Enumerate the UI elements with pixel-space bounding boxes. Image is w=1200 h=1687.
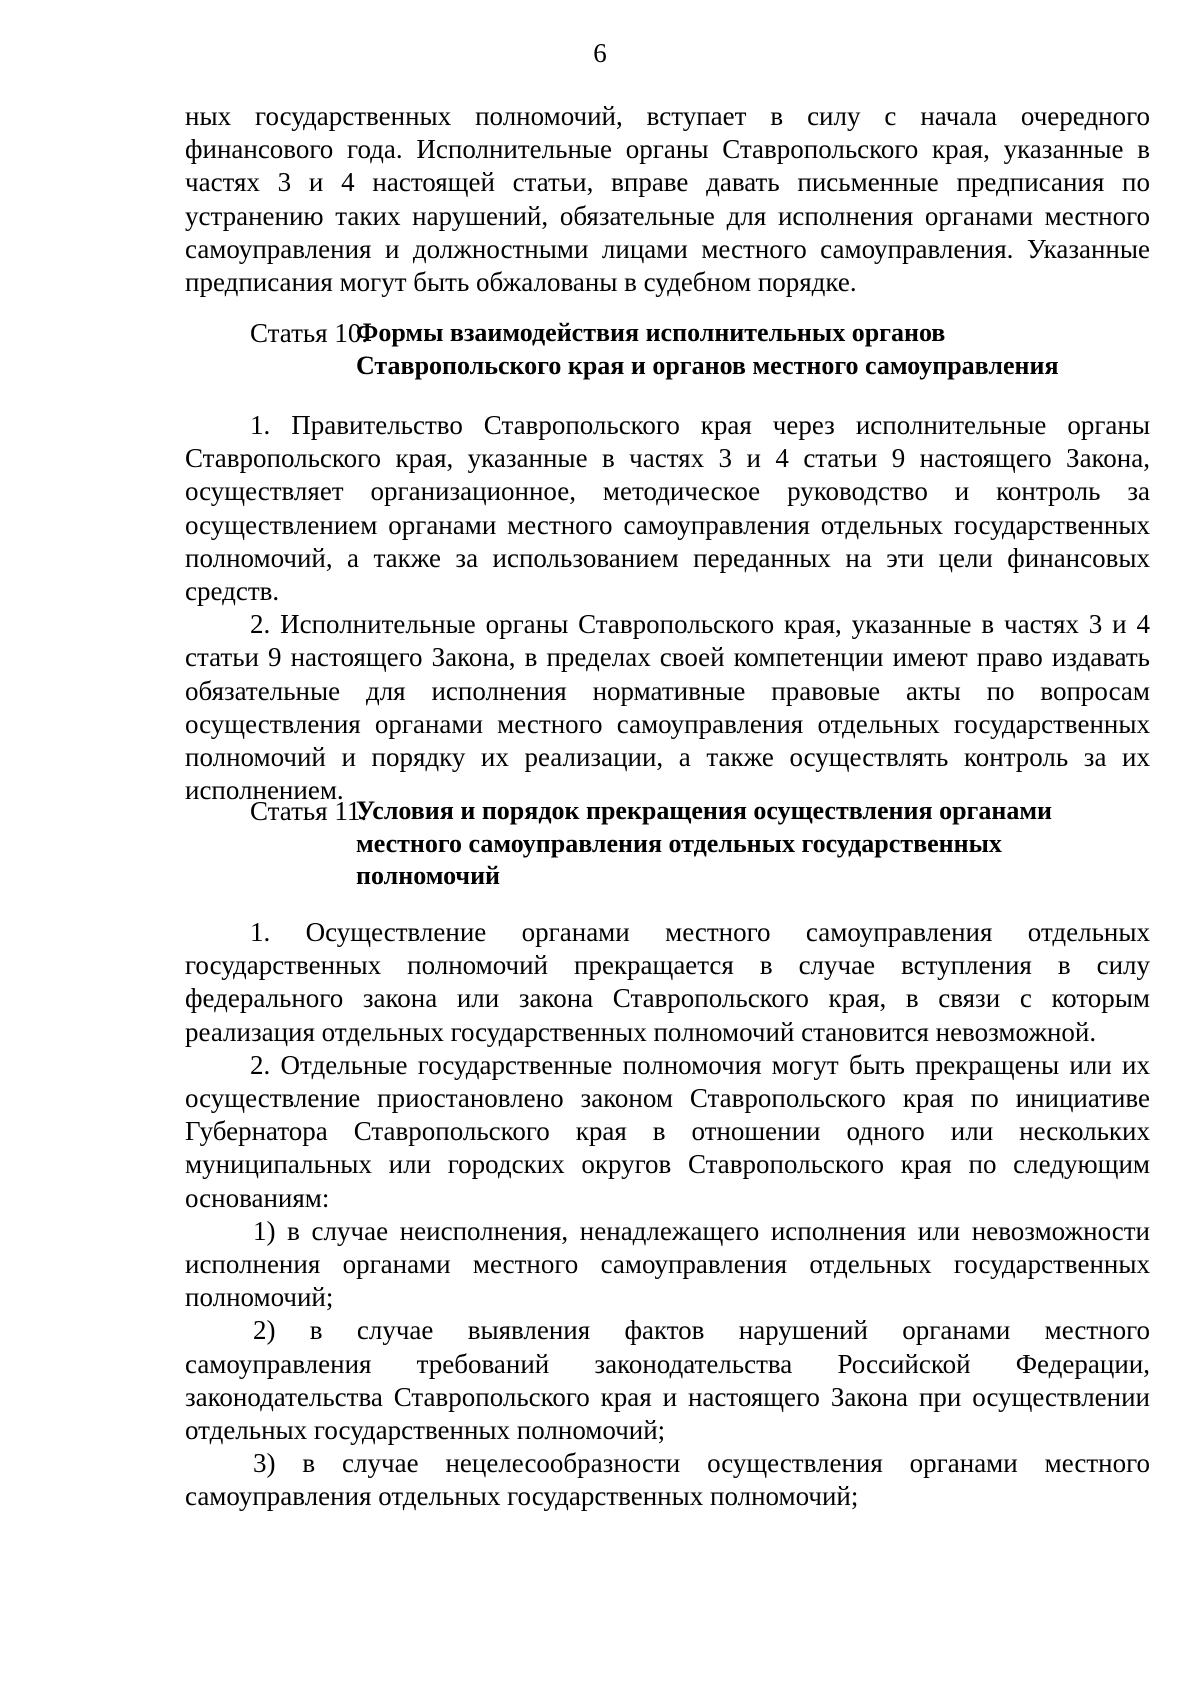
article-11-item-1: 1) в случае неисполнения, ненадлежащего исполнения или невозможности исполнения органами местного самоуправления отдельных государственных полномочий; bbox=[185, 1215, 1150, 1313]
article-10-paragraph-1: 1. Правительство Ставропольского края через исполнительные органы Ставропольского края, указанные в частях 3 и 4 статьи 9 настоящего Закона, осуществляет организационное, методическое руководство и контроль за осуществлением органами местного самоуправления отдельных государственных полномочий, а также за использованием переданных на эти цели финансовых средств. bbox=[185, 410, 1150, 607]
intro-section bbox=[185, 100, 1150, 299]
article-11-paragraph-2: 2. Отдельные государственные полномочия могут быть прекращены или их осуществление приостановлено законом Ставропольского края по инициативе Губернатора Ставропольского края в отношении одного или нескольких муниципальных или городских округов Ставропольского края по следующим основаниям: bbox=[185, 1049, 1150, 1213]
article-11-item-2: 2) в случае выявления фактов нарушений органами местного самоуправления требований законодательства Российской Федерации, законодательства Ставропольского края и настоящего Закона при осуществлении отдельных государственных полномочий; bbox=[185, 1315, 1150, 1446]
article-10-title: Формы взаимодействия исполнительных органов Ставропольского края и органов местного самоуправления bbox=[356, 318, 1059, 380]
article-11-body bbox=[185, 916, 1150, 1514]
article-10-paragraph-2: 2. Исполнительные органы Ставропольского края, указанные в частях 3 и 4 статьи 9 настоящего Закона, в пределах своей компетенции имеют право издавать обязательные для исполнения нормативные правовые акты по вопросам осуществления органами местного самоуправления отдельных государственных полномочий и порядку их реализации, а также осуществлять контроль за их исполнением. bbox=[185, 609, 1150, 806]
page-number: 6 bbox=[593, 38, 607, 68]
article-11-paragraph-1: 1. Осуществление органами местного самоуправления отдельных государственных полномочий прекращается в случае вступления в силу федерального закона или закона Ставропольского края, в связи с которым реализация отдельных государственных полномочий становится невозможной. bbox=[185, 917, 1150, 1047]
article-10-prefix: Статья 10. bbox=[250, 318, 369, 348]
intro-paragraph: ных государственных полномочий, вступает в силу с начала очередного финансового года. Исполнительные органы Ставропольского края, указанные в частях 3 и 4 настоящей статьи, вправе давать письменные предписания по устранению таких нарушений, обязательные для исполнения органами местного самоуправления и должностными лицами местного самоуправления. Указанные предписания могут быть обжалованы в судебном порядке. bbox=[185, 101, 1150, 298]
article-11-prefix: Статья 11. bbox=[250, 796, 368, 826]
article-11-item-3: 3) в случае нецелесообразности осуществления органами местного самоуправления отдельных государственных полномочий; bbox=[185, 1448, 1150, 1512]
article-11-title: Условия и порядок прекращения осуществления органами местного самоуправления отдельных государственных полномочий bbox=[356, 796, 1053, 890]
article-10-body bbox=[185, 409, 1150, 807]
article-10-heading bbox=[250, 317, 1150, 387]
article-11-heading bbox=[250, 795, 1150, 895]
